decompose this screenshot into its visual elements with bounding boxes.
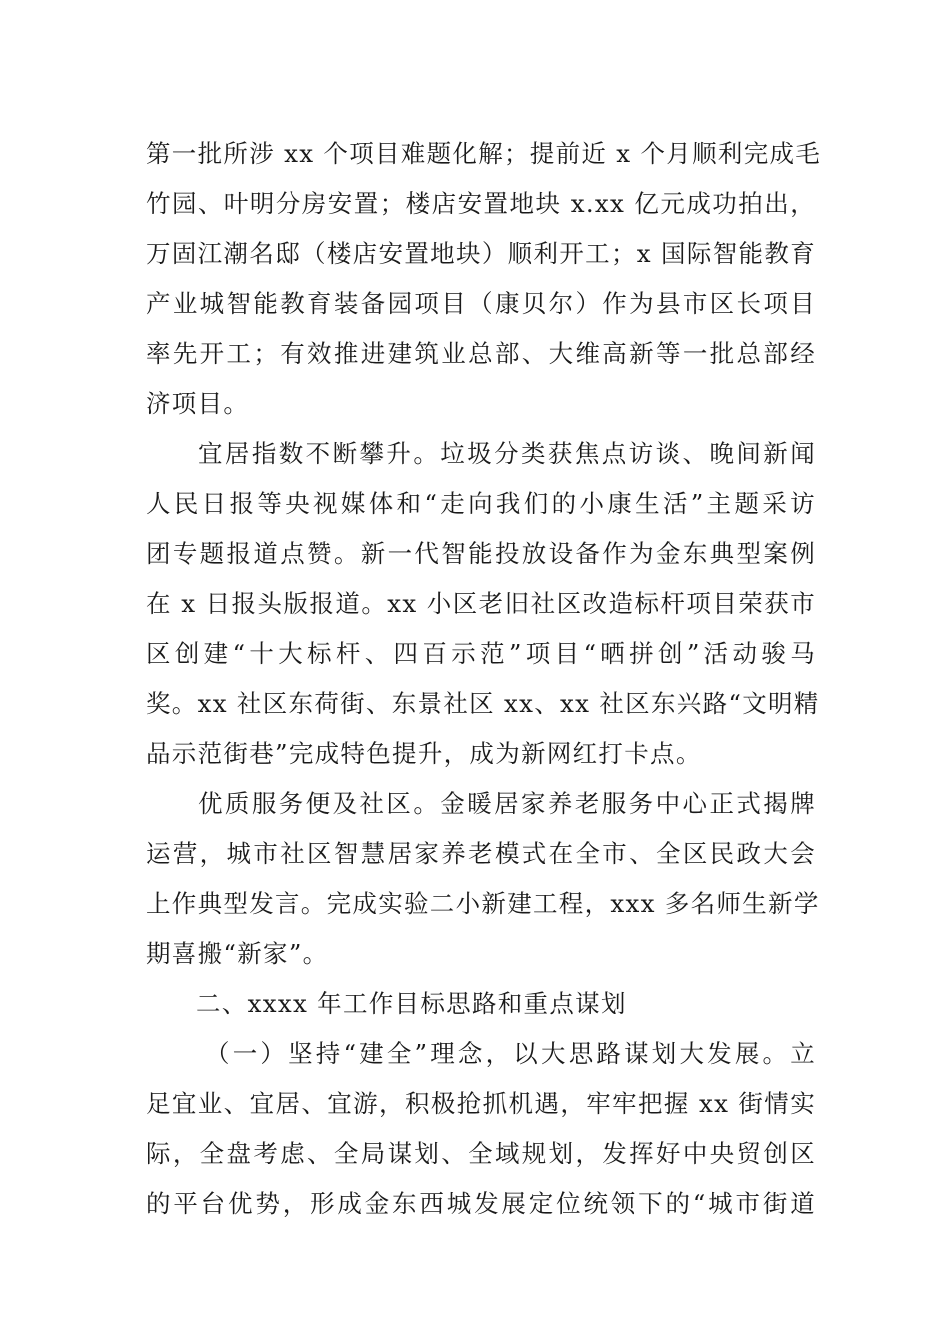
paragraph-line: 团专题报道点赞。新一代智能投放设备作为金东典型案例 [146,539,816,568]
paragraph-line: 济项目。 [146,389,250,418]
paragraph-line: 区创建“十大标杆、四百示范”项目“晒拼创”活动骏马 [146,639,816,668]
paragraph-line: 率先开工；有效推进建筑业总部、大维高新等一批总部经 [146,339,816,368]
subsection-first-line: （一）坚持“建全”理念，以大思路谋划大发展。立 [205,1039,816,1068]
paragraph-line: 奖。xx 社区东荷街、东景社区 xx、xx 社区东兴路“文明精 [146,689,820,718]
paragraph-line: 人民日报等央视媒体和“走向我们的小康生活”主题采访 [146,489,816,518]
paragraph-line: 运营，城市社区智慧居家养老模式在全市、全区民政大会 [146,839,816,868]
paragraph-line: 第一批所涉 xx 个项目难题化解；提前近 x 个月顺利完成毛 [146,139,822,168]
paragraph-first-line: 宜居指数不断攀升。垃圾分类获焦点访谈、晚间新闻 [198,439,816,468]
paragraph-line: 竹园、叶明分房安置；楼店安置地块 x.xx 亿元成功拍出， [146,189,816,218]
paragraph-line: 的平台优势，形成金东西城发展定位统领下的“城市街道 [146,1189,816,1218]
paragraph-line: 在 x 日报头版报道。xx 小区老旧社区改造标杆项目荣获市 [146,589,816,618]
paragraph-line: 期喜搬“新家”。 [146,939,329,968]
paragraph-line: 足宜业、宜居、宜游，积极抢抓机遇，牢牢把握 xx 街情实 [146,1089,816,1118]
paragraph-line: 产业城智能教育装备园项目（康贝尔）作为县市区长项目 [146,289,816,318]
section-heading: 二、xxxx 年工作目标思路和重点谋划 [196,989,627,1018]
paragraph-line: 品示范街巷”完成特色提升，成为新网红打卡点。 [146,739,702,768]
paragraph-line: 万固江潮名邸（楼店安置地块）顺利开工；x 国际智能教育 [146,239,816,268]
paragraph-line: 际，全盘考虑、全局谋划、全域规划，发挥好中央贸创区 [146,1139,816,1168]
paragraph-line: 上作典型发言。完成实验二小新建工程，xxx 多名师生新学 [146,889,820,918]
paragraph-first-line: 优质服务便及社区。金暖居家养老服务中心正式揭牌 [198,789,816,818]
